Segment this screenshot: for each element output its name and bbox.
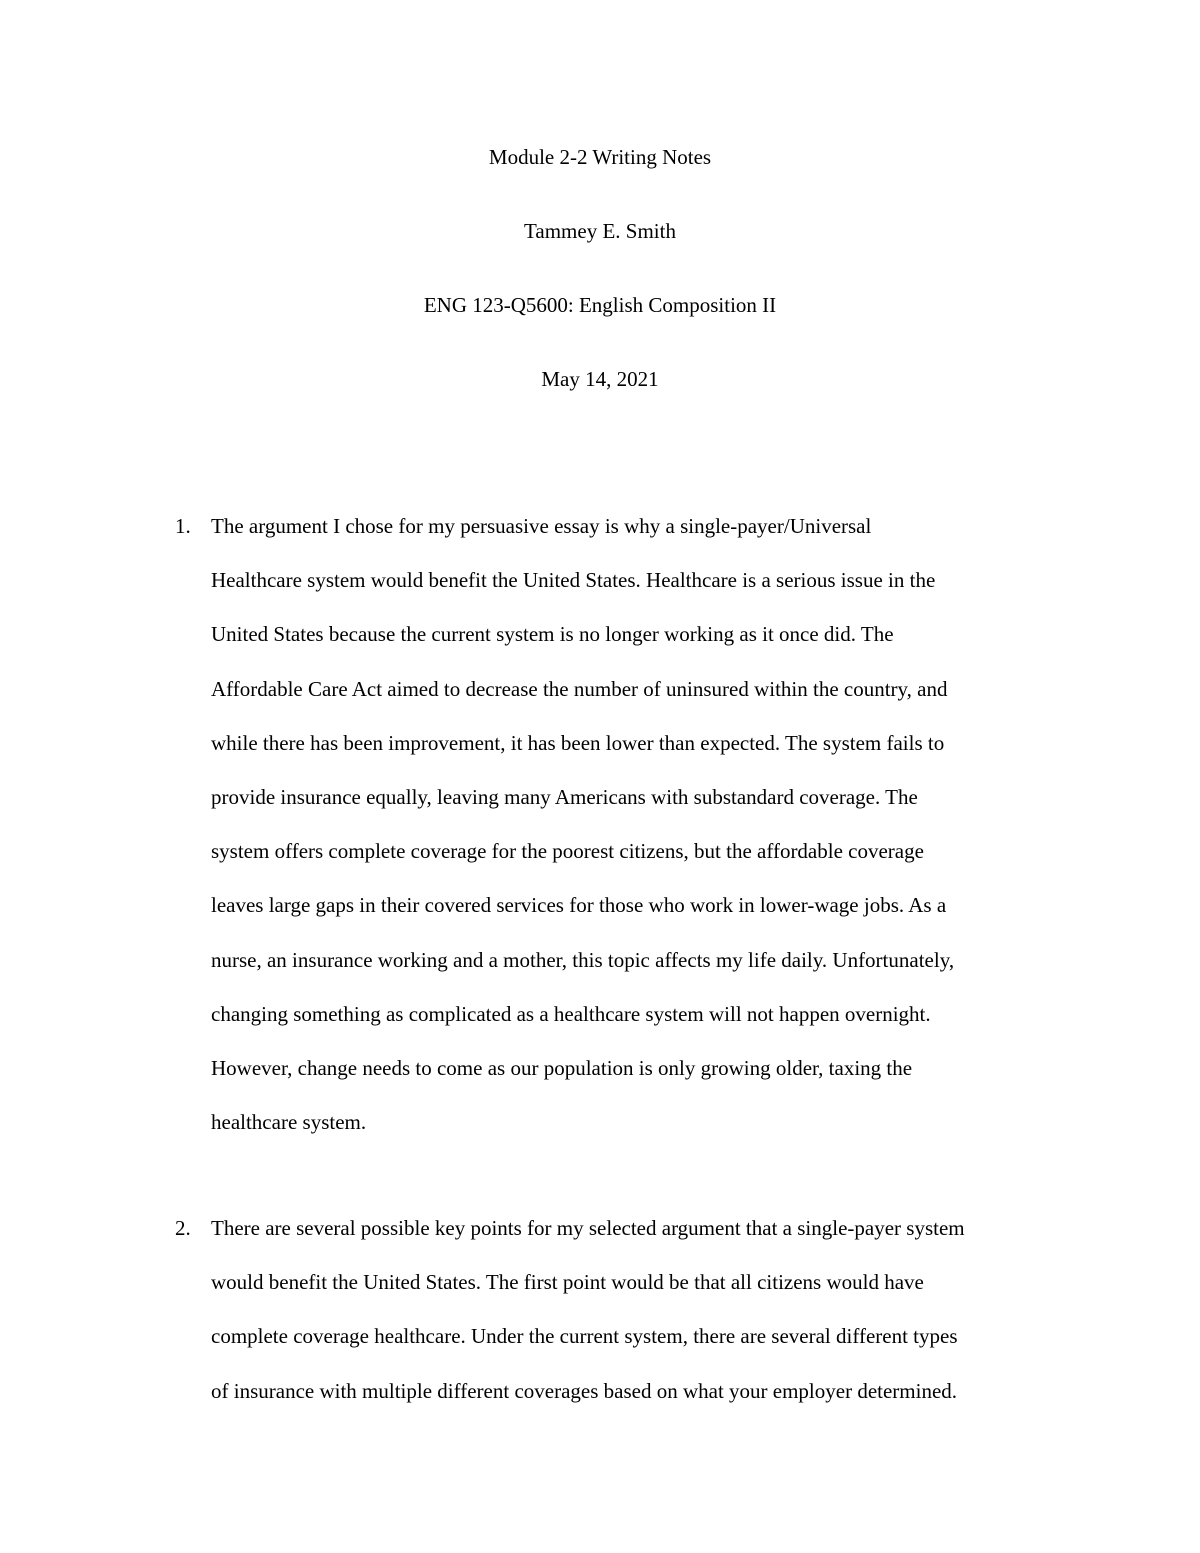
author-name: Tammey E. Smith xyxy=(524,219,676,243)
text-line: system offers complete coverage for the poorest citizens, but the affordable coverage xyxy=(211,839,924,864)
text-line: leaves large gaps in their covered services for those who work in lower-wage jobs. As a xyxy=(211,893,947,918)
text-line: There are several possible key points for my selected argument that a single-payer system xyxy=(211,1216,965,1240)
text-line: while there has been improvement, it has been lower than expected. The system fails to xyxy=(211,730,945,755)
text-line: United States because the current system is no longer working as it once did. The xyxy=(211,622,894,647)
text-line: healthcare system. xyxy=(211,1110,367,1135)
text-line: of insurance with multiple different coverages based on what your employer determined. xyxy=(211,1378,958,1403)
text-line: The argument I chose for my persuasive essay is why a single-payer/Universal xyxy=(211,514,872,538)
text-line: However, change needs to come as our population is only growing older, taxing the xyxy=(211,1055,913,1080)
document-title: Module 2-2 Writing Notes xyxy=(488,145,712,169)
text-line: complete coverage healthcare. Under the current system, there are several different types xyxy=(211,1324,958,1349)
title-block xyxy=(0,138,1200,434)
list-item-text xyxy=(211,1209,965,1426)
document-date: May 14, 2021 xyxy=(541,367,659,391)
text-line: would benefit the United States. The first point would be that all citizens would have xyxy=(211,1270,924,1295)
text-line: Healthcare system would benefit the United States. Healthcare is a serious issue in the xyxy=(211,568,936,593)
text-line: Affordable Care Act aimed to decrease the number of uninsured within the country, and xyxy=(211,676,948,701)
course-name: ENG 123-Q5600: English Composition II xyxy=(423,293,777,317)
text-line: changing something as complicated as a healthcare system will not happen overnight. xyxy=(211,1001,931,1026)
text-line: nurse, an insurance working and a mother, this topic affects my life daily. Unfortunately, xyxy=(211,947,955,972)
list-item-text xyxy=(211,507,954,1157)
text-line: provide insurance equally, leaving many Americans with substandard coverage. The xyxy=(211,784,918,809)
list-item-number: 1. xyxy=(175,514,191,538)
list-item-number: 2. xyxy=(175,1216,191,1240)
